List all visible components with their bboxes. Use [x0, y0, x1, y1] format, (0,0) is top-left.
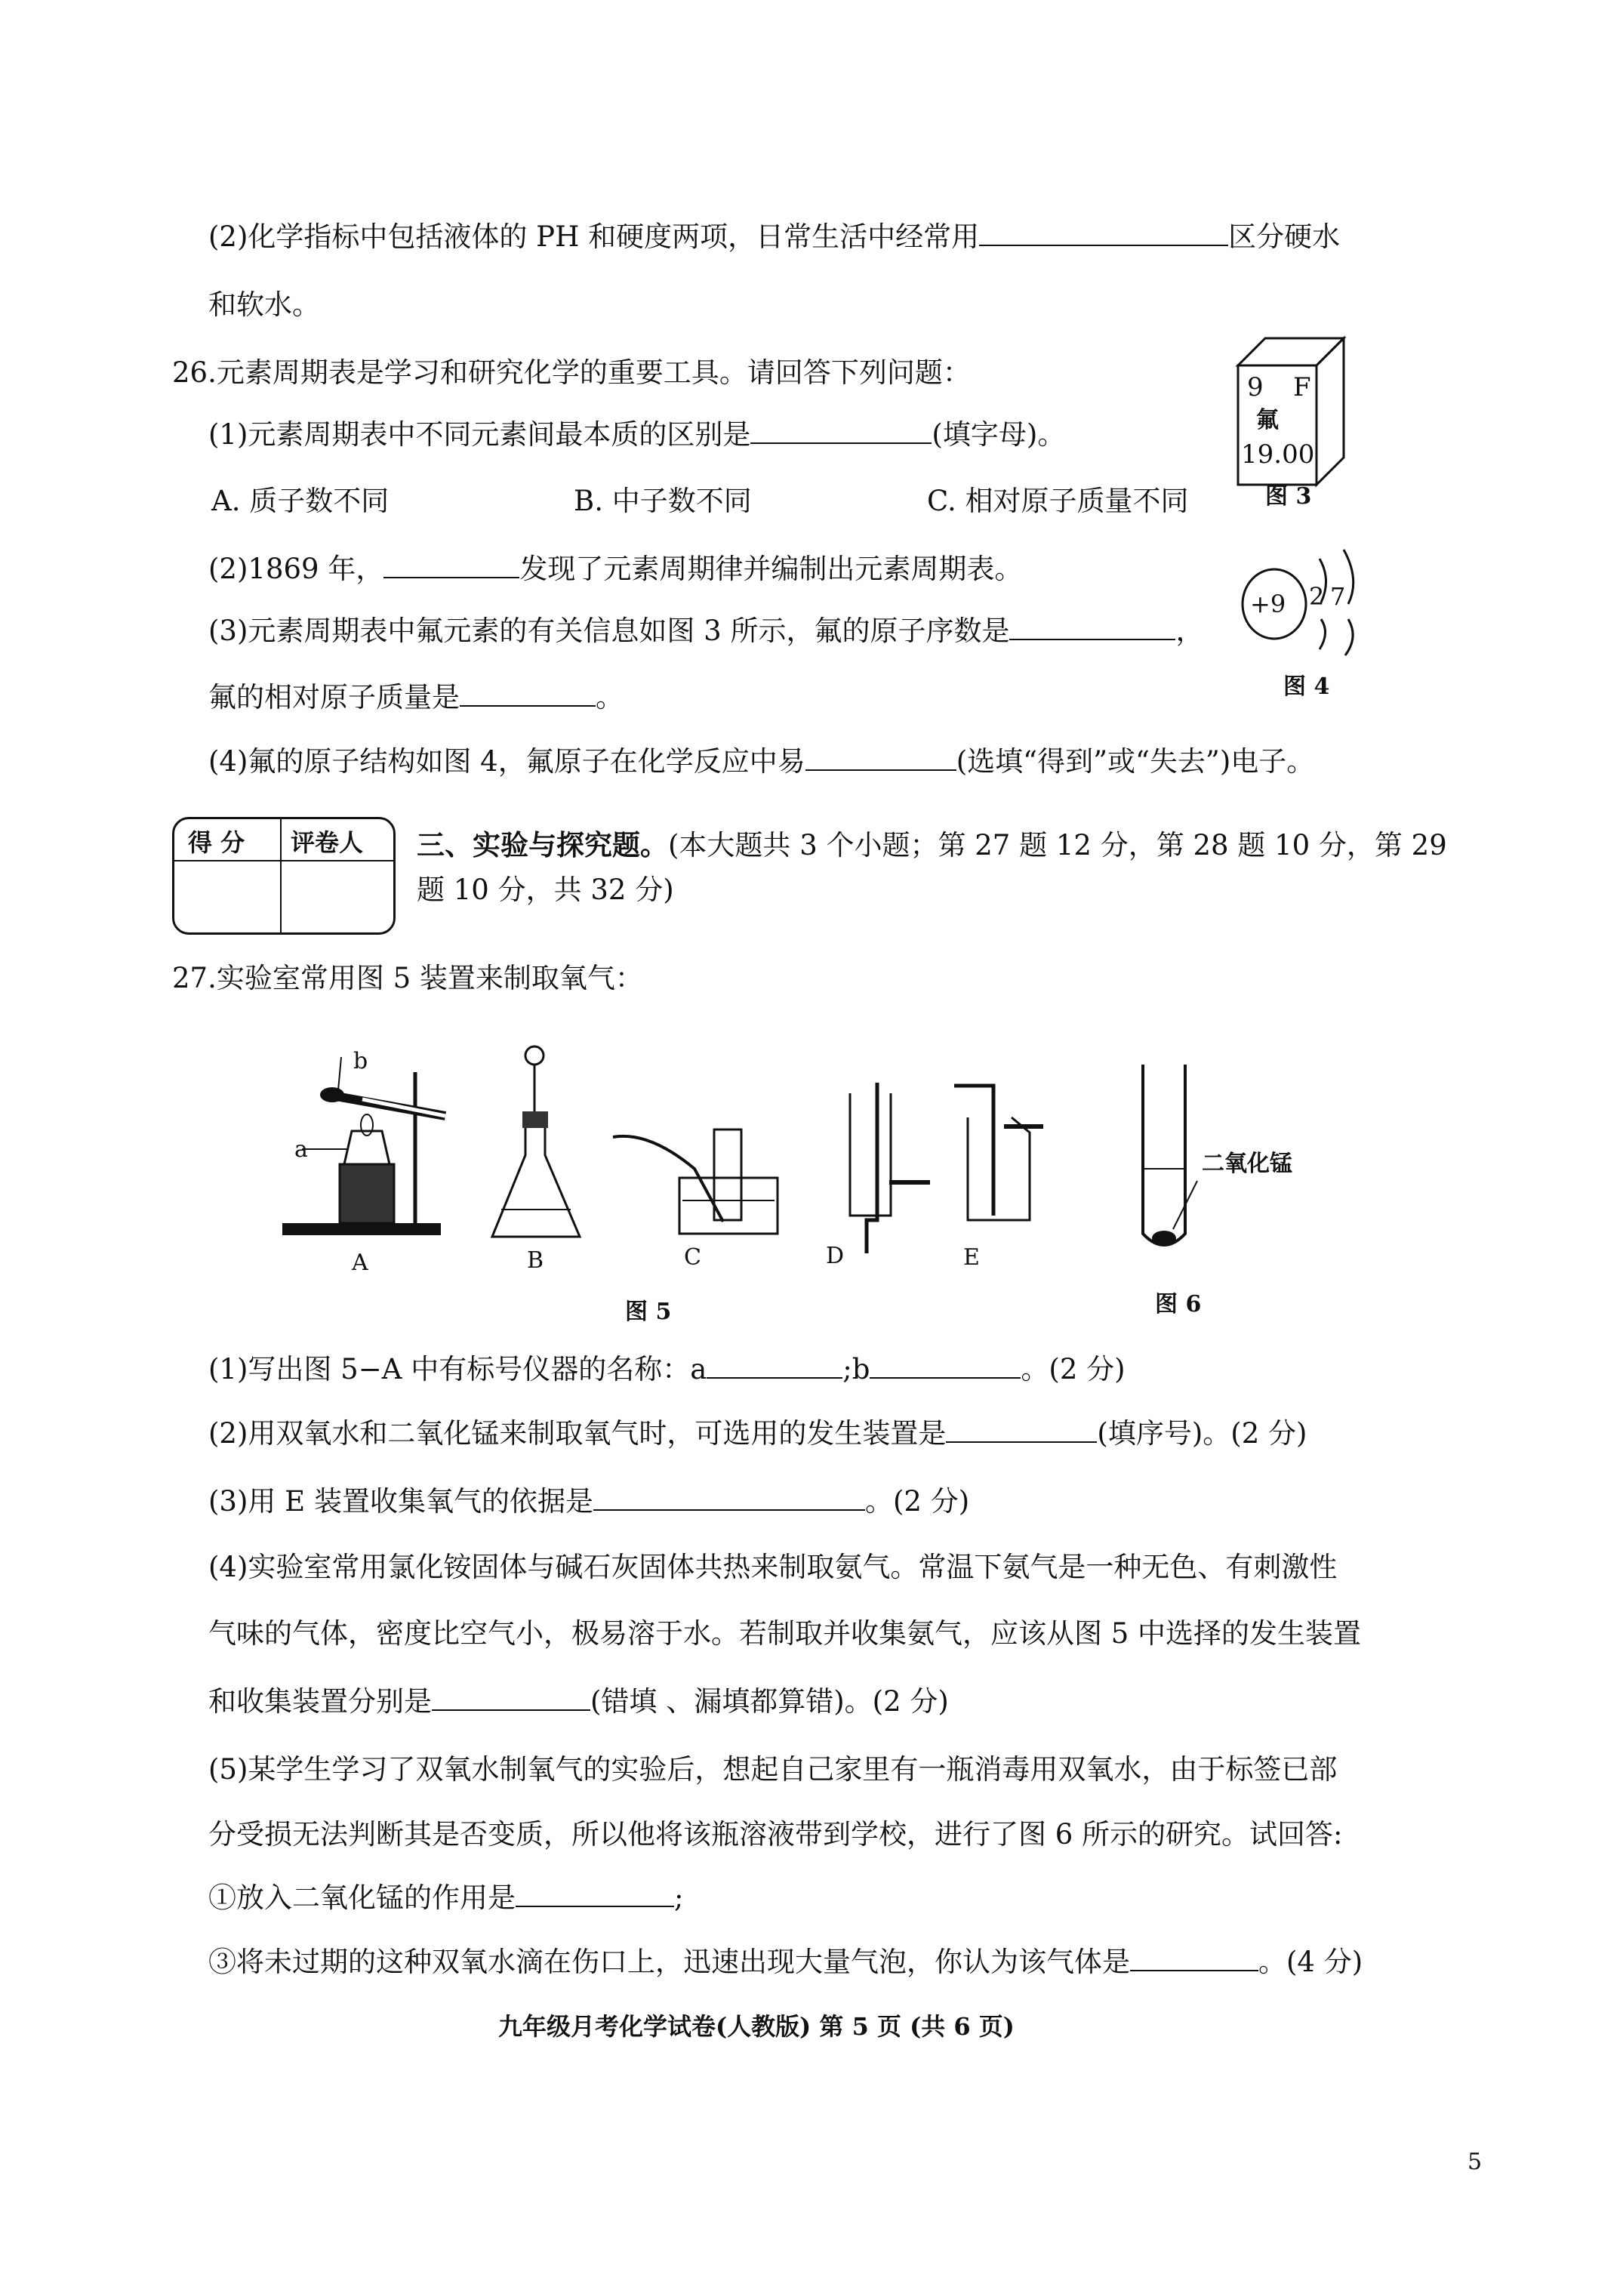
- fig5-caption: 图 5: [625, 1299, 672, 1325]
- q27-part5-a: ①放入二氧化锰的作用是 ;: [208, 1881, 684, 1914]
- q26-option-a: A. 质子数不同: [211, 485, 390, 517]
- q27-part5-line2: 分受损无法判断其是否变质，所以他将该瓶溶液带到学校，进行了图 6 所示的研究。试回答:: [208, 1818, 1343, 1851]
- q26-part1: (1)元素周期表中不同元素间最本质的区别是 (填字母)。: [208, 418, 1066, 451]
- q25-part2-line2: 和软水。: [208, 288, 320, 321]
- fig5-label-a: a: [294, 1136, 308, 1163]
- fig3-element-name: 氟: [1256, 407, 1279, 433]
- fig3-atomic-number: 9: [1247, 372, 1264, 402]
- q27-part4-line2: 气味的气体，密度比空气小，极易溶于水。若制取并收集氨气，应该从图 5 中选择的发生装置: [208, 1617, 1362, 1650]
- answer-blank: [750, 417, 932, 444]
- q27-part5-line1: (5)某学生学习了双氧水制氧气的实验后，想起自己家里有一瓶消毒用双氧水，由于标签已部: [208, 1753, 1338, 1786]
- q26-option-b: B. 中子数不同: [574, 485, 752, 517]
- score-label: 得 分: [188, 828, 245, 857]
- fig4-shell-2: 7: [1330, 582, 1346, 611]
- q25-part2-line1: (2)化学指标中包括液体的 PH 和硬度两项，日常生活中经常用 区分硬水: [208, 220, 1341, 253]
- page-footer: 九年级月考化学试卷(人教版) 第 5 页 (共 6 页): [498, 2012, 1015, 2041]
- section3-heading: 三、实验与探究题。(本大题共 3 个小题；第 27 题 12 分，第 28 题 10 分，第 29: [417, 828, 1447, 861]
- answer-blank: [870, 1351, 1021, 1379]
- fig5-label-b: b: [353, 1048, 368, 1074]
- q27-part5-b: ③将未过期的这种双氧水滴在伤口上，迅速出现大量气泡，你认为该气体是 。(4 分): [208, 1946, 1363, 1978]
- answer-blank: [1009, 613, 1175, 640]
- answer-blank: [805, 744, 956, 771]
- q27-part4-line3: 和收集装置分别是 (错填 、漏填都算错)。(2 分): [208, 1685, 949, 1718]
- fig3-caption: 图 3: [1265, 483, 1312, 510]
- fig3-atomic-mass: 19.00: [1241, 439, 1315, 470]
- q27-part1: (1)写出图 5−A 中有标号仪器的名称：a ;b 。(2 分): [208, 1353, 1126, 1385]
- q26-part2: (2)1869 年， 发现了元素周期律并编制出元素周期表。: [208, 553, 1023, 585]
- score-box: [172, 817, 396, 935]
- fig4-shell-1: 2: [1309, 582, 1325, 611]
- q27-part2: (2)用双氧水和二氧化锰来制取氧气时，可选用的发生装置是 (填序号)。(2 分): [208, 1417, 1307, 1450]
- q27-stem: 27.实验室常用图 5 装置来制取氧气：: [172, 962, 643, 994]
- answer-blank: [383, 551, 519, 578]
- fig6-caption: 图 6: [1155, 1291, 1202, 1318]
- q26-part3-line1: (3)元素周期表中氟元素的有关信息如图 3 所示，氟的原子序数是 ，: [208, 615, 1204, 647]
- answer-blank: [593, 1484, 865, 1511]
- answer-blank: [432, 1684, 590, 1711]
- fig5-caption-c: C: [684, 1244, 701, 1271]
- answer-blank: [707, 1351, 842, 1379]
- answer-blank: [516, 1880, 674, 1907]
- q27-part3: (3)用 E 装置收集氧气的依据是 。(2 分): [208, 1485, 970, 1518]
- fig4-caption: 图 4: [1283, 673, 1330, 700]
- fig3-symbol: F: [1293, 372, 1311, 402]
- answer-blank: [1130, 1944, 1258, 1971]
- q27-part4-line1: (4)实验室常用氯化铵固体与碱石灰固体共热来制取氨气。常温下氨气是一种无色、有刺激性: [208, 1551, 1338, 1583]
- fig5-caption-d: D: [826, 1243, 845, 1269]
- fig5-caption-b: B: [527, 1247, 544, 1274]
- fig5-caption-a: A: [352, 1250, 368, 1276]
- q26-part4: (4)氟的原子结构如图 4，氟原子在化学反应中易 (选填“得到”或“失去”)电子。: [208, 745, 1315, 778]
- fig4-nucleus: +9: [1250, 590, 1286, 618]
- fig6-label: 二氧化锰: [1202, 1151, 1292, 1177]
- answer-blank: [460, 680, 596, 707]
- section3-heading-line2: 题 10 分，共 32 分): [417, 874, 674, 906]
- q26-part3-line2: 氟的相对原子质量是 。: [208, 681, 624, 713]
- grader-label: 评卷人: [291, 828, 364, 857]
- page-number: 5: [1467, 2149, 1483, 2175]
- q26-option-c: C. 相对原子质量不同: [927, 485, 1189, 517]
- q26-stem: 26.元素周期表是学习和研究化学的重要工具。请回答下列问题：: [172, 356, 971, 389]
- fig5-caption-e: E: [963, 1244, 980, 1271]
- answer-blank: [946, 1416, 1097, 1443]
- answer-blank: [979, 219, 1228, 246]
